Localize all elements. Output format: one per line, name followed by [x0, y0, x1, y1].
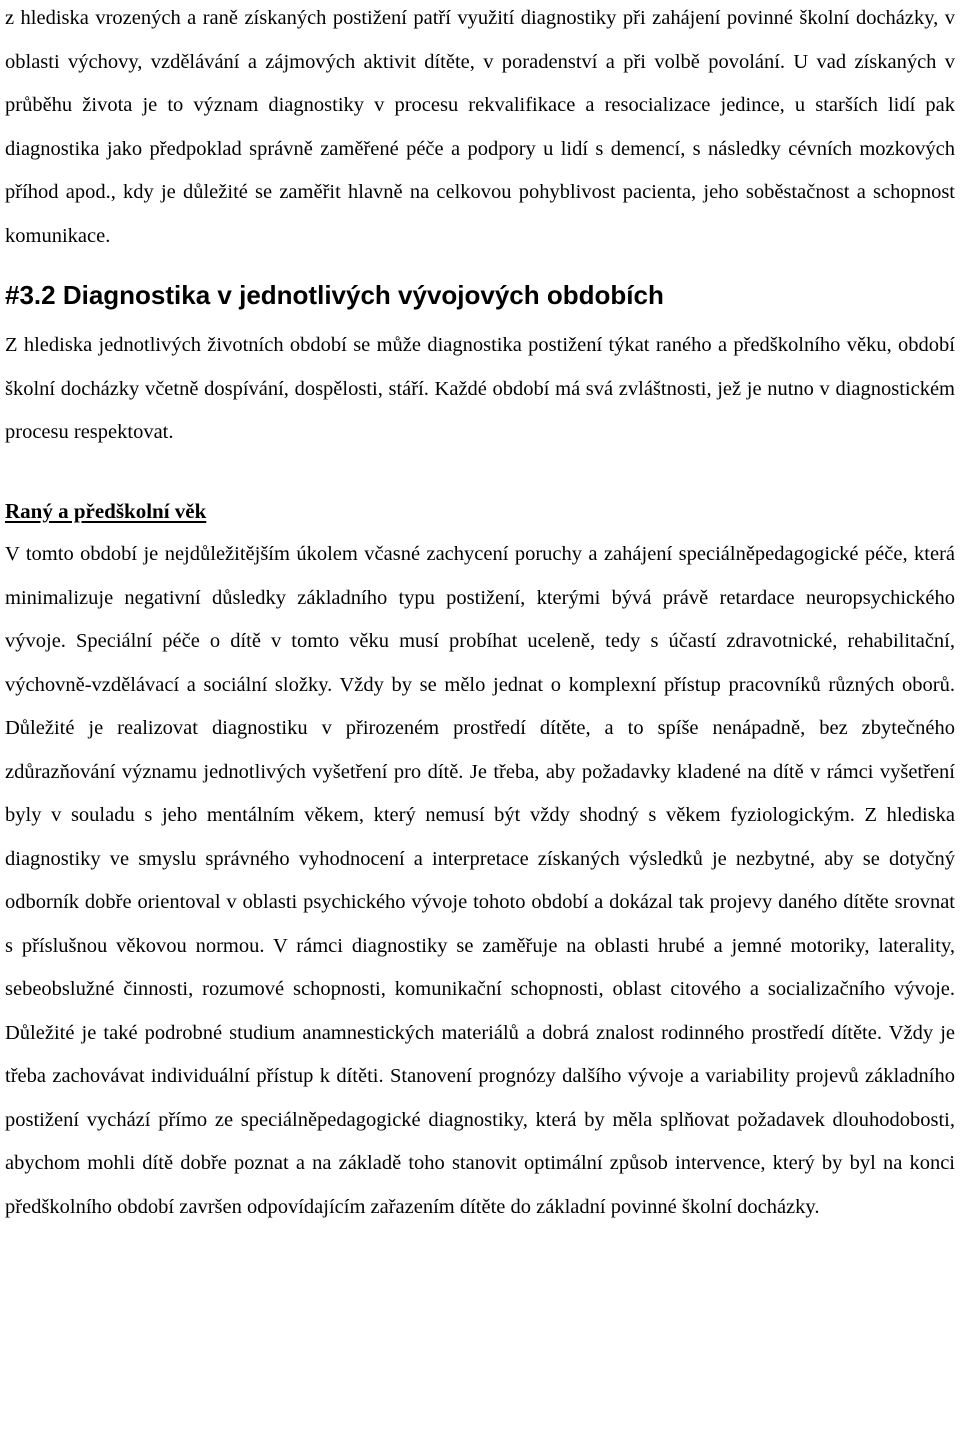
subsection-heading: Raný a předškolní věk — [5, 498, 207, 523]
intro-paragraph: z hlediska vrozených a raně získaných postižení patří využití diagnostiky při zahájení povinné školní docházky, v oblasti výchovy, vzdělávání a zájmových aktivit dítěte, v poradenství a při volbě povolání. U vad získaných v průběhu života je to význam diagnostiky v procesu rekvalifikace a resocializace jedince, u starších lidí pak diagnostika jako předpoklad správně zaměřené péče a podpory u lidí s demencí, s následky cévních mozkových příhod apod., kdy je důležité se zaměřit hlavně na celkovou pohyblivost pacienta, jeho soběstačnost a schopnost komunikace. — [5, 7, 955, 247]
section-heading: #3.2 Diagnostika v jednotlivých vývojových obdobích — [5, 280, 664, 310]
early-age-paragraph: V tomto období je nejdůležitějším úkolem včasné zachycení poruchy a zahájení speciálněpedagogické péče, která minimalizuje negativní důsledky základního typu postižení, kterými bývá právě retardace neuropsychického vývoje. Speciální péče o dítě v tomto věku musí probíhat uceleně, tedy s účastí zdravotnické, rehabilitační, výchovně-vzdělávací a sociální složky. Vždy by se mělo jednat o komplexní přístup pracovníků různých oborů. Důležité je realizovat diagnostiku v přirozeném prostředí dítěte, a to spíše nenápadně, bez zbytečného zdůrazňování významu jednotlivých vyšetření pro dítě. Je třeba, aby požadavky kladené na dítě v rámci vyšetření byly v souladu s jeho mentálním věkem, který nemusí být vždy shodný s věkem fyziologickým. Z hlediska diagnostiky ve smyslu správného vyhodnocení a interpretace získaných výsledků je nezbytné, aby se dotyčný odborník dobře orientoval v oblasti psychického vývoje tohoto období a dokázal tak projevy daného dítěte srovnat s příslušnou věkovou normou. V rámci diagnostiky se zaměřuje na oblasti hrubé a jemné motoriky, laterality, sebeobslužné činnosti, rozumové schopnosti, komunikační schopnosti, oblast citového a socializačního vývoje. Důležité je také podrobné studium anamnestických materiálů a dobrá znalost rodinného prostředí dítěte. Vždy je třeba zachovávat individuální přístup k dítěti. Stanovení prognózy dalšího vývoje a variability projevů základního postižení vychází přímo ze speciálněpedagogické diagnostiky, která by měla splňovat požadavek dlouhodobosti, abychom mohli dítě dobře poznat a na základě toho stanovit optimální způsob intervence, který by byl na konci předškolního období završen odpovídajícím zařazením dítěte do základní povinné školní docházky. — [5, 543, 955, 1218]
section-paragraph: Z hlediska jednotlivých životních období se může diagnostika postižení týkat raného a předškolního věku, období školní docházky včetně dospívání, dospělosti, stáří. Každé období má svá zvláštnosti, jež je nutno v diagnostickém procesu respektovat. — [5, 334, 955, 443]
document-page — [5, 0, 955, 1229]
